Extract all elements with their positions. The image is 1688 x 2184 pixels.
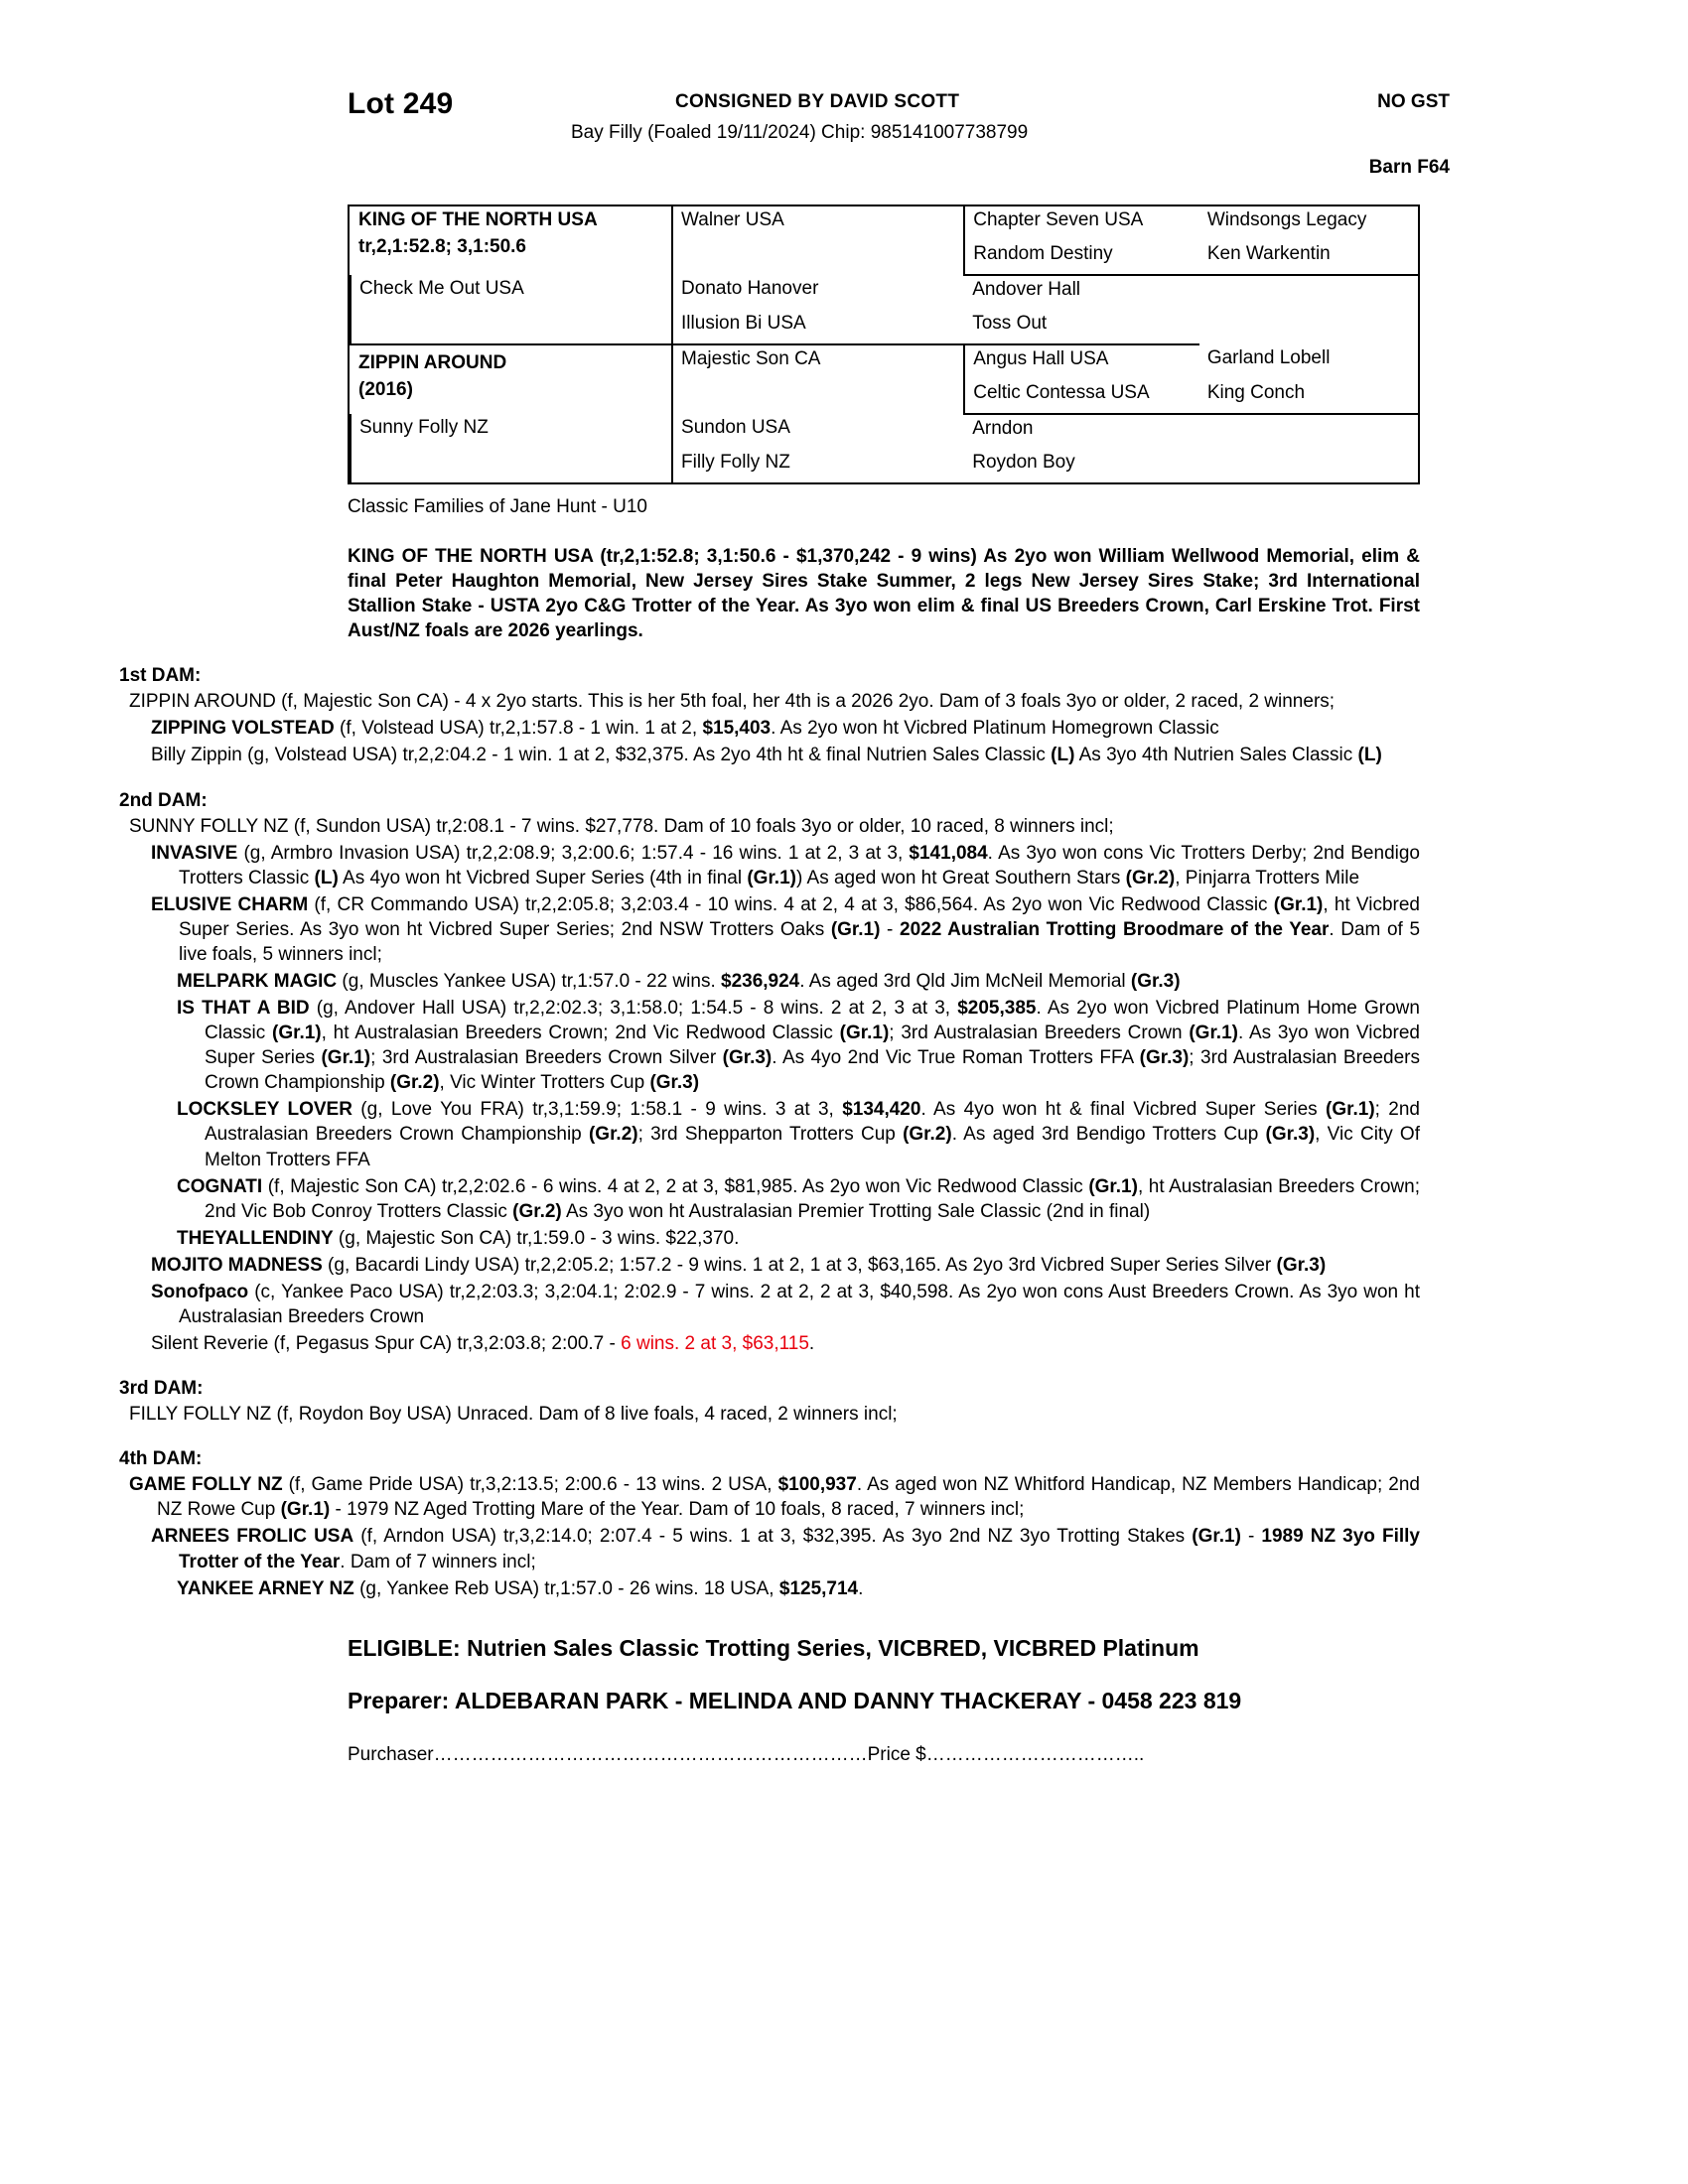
dam-name: ZIPPIN AROUND xyxy=(358,352,507,373)
dam-gen3-1: Angus Hall USA xyxy=(964,344,1199,379)
dam-year: (2016) xyxy=(358,379,413,400)
dam-gen3-4: Filly Folly NZ xyxy=(672,449,964,482)
sire-gen3-2: Random Destiny xyxy=(964,240,1199,275)
pedigree-entry: FILLY FOLLY NZ (f, Roydon Boy USA) Unraced. Dam of 8 live foals, 4 raced, 2 winners incl; xyxy=(129,1404,898,1426)
pedigree-entry: THEYALLENDINY (g, Majestic Son CA) tr,1:59.0 - 3 wins. $22,370. xyxy=(177,1227,740,1249)
dam-gen4-4: Roydon Boy xyxy=(972,452,1075,473)
pedigree-entry: COGNATI (f, Majestic Son CA) tr,2,2:02.6 - 6 wins. 4 at 2, 2 at 3, $81,985. As 2yo won Vic Redwood Classic (Gr.1), ht Australasian Breeders Crown; 2nd Vic Bob Conroy Trotters Classic (Gr.2) As 3yo won ht Australasian Premier Trotting Sale Classic (2nd in final) xyxy=(177,1175,1420,1222)
sire-gen4-4: Toss Out xyxy=(964,310,1199,344)
gst-status: NO GST xyxy=(1377,91,1450,112)
dam-name-cell xyxy=(351,344,672,414)
purchaser-label: Purchaser xyxy=(348,1743,434,1765)
pedigree-entry: Sonofpaco (c, Yankee Paco USA) tr,2,2:03.3; 3,2:04.1; 2:02.9 - 7 wins. 2 at 2, 2 at 3, $40,598. As 2yo won cons Aust Breeders Crown. As 3yo won ht Australasian Breeders Crown xyxy=(151,1281,1420,1328)
pedigree-entry: Billy Zippin (g, Volstead USA) tr,2,2:04.2 - 1 win. 1 at 2, $32,375. As 2yo 4th ht & final Nutrien Sales Classic (L) As 3yo 4th Nutrien Sales Classic (L) xyxy=(151,745,1382,766)
dam-gen4-3: Arndon xyxy=(972,418,1034,439)
page-header xyxy=(119,48,1569,178)
eligibility-line: ELIGIBLE: Nutrien Sales Classic Trotting Series, VICBRED, VICBRED Platinum xyxy=(348,1634,1199,1661)
pedigree-entry: INVASIVE (g, Armbro Invasion USA) tr,2,2:08.9; 3,2:00.6; 1:57.4 - 16 wins. 1 at 2, 3 at 3, $141,084. As 3yo won cons Vic Trotters Derby; 2nd Bendigo Trotters Classic (L) As 4yo won ht Vicbred Super Series (4th in final (Gr.1)) As aged won ht Great Southern Stars (Gr.2), Pinjarra Trotters Mile xyxy=(151,842,1420,888)
price-dots: …………………………….. xyxy=(925,1743,1145,1765)
dam-gen3-2: Celtic Contessa USA xyxy=(964,379,1199,414)
consignor-line: CONSIGNED BY DAVID SCOTT xyxy=(675,91,960,112)
sire-record: tr,2,1:52.8; 3,1:50.6 xyxy=(358,236,526,257)
sire-gen4-1: Windsongs Legacy xyxy=(1206,209,1367,230)
foal-description: Bay Filly (Foaled 19/11/2024) Chip: 985141007738799 xyxy=(571,122,1029,143)
dam-heading: 3rd DAM: xyxy=(119,1378,204,1400)
dam-gen3-3: Sundon USA xyxy=(672,414,964,449)
dam-sire: Majestic Son CA xyxy=(672,344,964,414)
sire-name-cell xyxy=(351,206,672,275)
pedigree-entry: MOJITO MADNESS (g, Bacardi Lindy USA) tr,2,2:05.2; 1:57.2 - 9 wins. 1 at 2, 1 at 3, $63,165. As 2yo 3rd Vicbred Super Series Silver (Gr.3) xyxy=(151,1254,1327,1276)
pedigree-entry: ZIPPIN AROUND (f, Majestic Son CA) - 4 x 2yo starts. This is her 5th foal, her 4th is a 2026 2yo. Dam of 3 foals 3yo or older, 2 raced, 2 winners; xyxy=(129,691,1336,713)
sire-name: KING OF THE NORTH USA xyxy=(358,209,598,230)
sire-gen3-1: Chapter Seven USA xyxy=(964,206,1199,240)
dam-heading: 1st DAM: xyxy=(119,665,202,687)
sire-gen3-3: Donato Hanover xyxy=(672,275,964,310)
pedigree-entry: SUNNY FOLLY NZ (f, Sundon USA) tr,2:08.1 - 7 wins. $27,778. Dam of 10 foals 3yo or older, 10 raced, 8 winners incl; xyxy=(129,815,1114,837)
pedigree-entry: ELUSIVE CHARM (f, CR Commando USA) tr,2,2:05.8; 3,2:03.4 - 10 wins. 4 at 2, 4 at 3, $86,564. As 2yo won Vic Redwood Classic (Gr.1), ht Vicbred Super Series. As 3yo won ht Vicbred Super Series; 2nd NSW Trotters Oaks (Gr.1) - 2022 Australian Trotting Broodmare of the Year. Dam of 5 live foals, 5 winners incl; xyxy=(151,893,1421,965)
pedigree-entry: ARNEES FROLIC USA (f, Arndon USA) tr,3,2:14.0; 2:07.4 - 5 wins. 1 at 3, $32,395. As 3yo 2nd NZ 3yo Trotting Stakes (Gr.1) - 1989 NZ 3yo Filly Trotter of the Year. Dam of 7 winners incl; xyxy=(151,1526,1420,1572)
sire-dam: Check Me Out USA xyxy=(351,275,672,344)
pedigree-entry: LOCKSLEY LOVER (g, Love You FRA) tr,3,1:59.9; 1:58.1 - 9 wins. 3 at 3, $134,420. As 4yo won ht & final Vicbred Super Series (Gr.1); 2nd Australasian Breeders Crown Championship (Gr.2); 3rd Shepparton Trotters Cup (Gr.2). As aged 3rd Bendigo Trotters Cup (Gr.3), Vic City Of Melton Trotters FFA xyxy=(177,1099,1420,1170)
preparer-line: Preparer: ALDEBARAN PARK - MELINDA AND DANNY THACKERAY - 0458 223 819 xyxy=(348,1687,1242,1713)
dam-dam: Sunny Folly NZ xyxy=(351,414,672,482)
dam-heading: 2nd DAM: xyxy=(119,789,208,811)
pedigree-entry: IS THAT A BID (g, Andover Hall USA) tr,2,2:02.3; 3,1:58.0; 1:54.5 - 8 wins. 2 at 2, 3 at 3, $205,385. As 2yo won Vicbred Platinum Home Grown Classic (Gr.1), ht Australasian Breeders Crown; 2nd Vic Redwood Classic (Gr.1); 3rd Australasian Breeders Crown (Gr.1). As 3yo won Vicbred Super Series (Gr.1); 3rd Australasian Breeders Crown Silver (Gr.3). As 4yo 2nd Vic True Roman Trotters FFA (Gr.3); 3rd Australasian Breeders Crown Championship (Gr.2), Vic Winter Trotters Cup (Gr.3) xyxy=(177,998,1420,1094)
purchaser-dots: …………………………………………………………… xyxy=(433,1743,868,1765)
dam-gen4-1: Garland Lobell xyxy=(1206,347,1331,368)
pedigree-entry: Silent Reverie (f, Pegasus Spur CA) tr,3,2:03.8; 2:00.7 - 6 wins. 2 at 3, $63,115. xyxy=(151,1333,815,1355)
barn-number: Barn F64 xyxy=(1368,157,1450,178)
sire-sire: Walner USA xyxy=(672,206,964,275)
purchaser-line xyxy=(348,1744,1420,1766)
sire-gen4-2: Ken Warkentin xyxy=(1199,240,1418,275)
sire-summary-paragraph: KING OF THE NORTH USA (tr,2,1:52.8; 3,1:50.6 - $1,370,242 - 9 wins) As 2yo won William Wellwood Memorial, elim & final Peter Haughton Memorial, New Jersey Sires Stake Summer, 2 legs New Jersey Sires Stake; 3rd International Stallion Stake - USTA 2yo C&G Trotter of the Year. As 3yo won elim & final US Breeders Crown, Carl Erskine Trot. First Aust/NZ foals are 2026 yearlings. xyxy=(348,546,1420,642)
dam-heading: 4th DAM: xyxy=(119,1448,203,1470)
price-label: Price $ xyxy=(867,1743,926,1765)
dam-gen4-2: King Conch xyxy=(1199,379,1418,414)
sire-gen3-4: Illusion Bi USA xyxy=(672,310,964,344)
pedigree-entry: GAME FOLLY NZ (f, Game Pride USA) tr,3,2:13.5; 2:00.6 - 13 wins. 2 USA, $100,937. As aged won NZ Whitford Handicap, NZ Members Handicap; 2nd NZ Rowe Cup (Gr.1) - 1979 NZ Aged Trotting Mare of the Year. Dam of 10 foals, 8 raced, 7 winners incl; xyxy=(129,1474,1421,1521)
pedigree-table xyxy=(348,205,1420,484)
pedigree-entry: MELPARK MAGIC (g, Muscles Yankee USA) tr,1:57.0 - 22 wins. $236,924. As aged 3rd Qld Jim McNeil Memorial (Gr.3) xyxy=(177,971,1181,993)
sire-gen4-3: Andover Hall xyxy=(972,279,1081,300)
lot-number: Lot 249 xyxy=(348,87,454,120)
classic-families-note: Classic Families of Jane Hunt - U10 xyxy=(348,496,647,517)
pedigree-entry: ZIPPING VOLSTEAD (f, Volstead USA) tr,2,1:57.8 - 1 win. 1 at 2, $15,403. As 2yo won ht Vicbred Platinum Homegrown Classic xyxy=(151,718,1219,740)
pedigree-entry: YANKEE ARNEY NZ (g, Yankee Reb USA) tr,1:57.0 - 26 wins. 18 USA, $125,714. xyxy=(177,1577,864,1599)
dam-sections xyxy=(119,665,1569,1600)
